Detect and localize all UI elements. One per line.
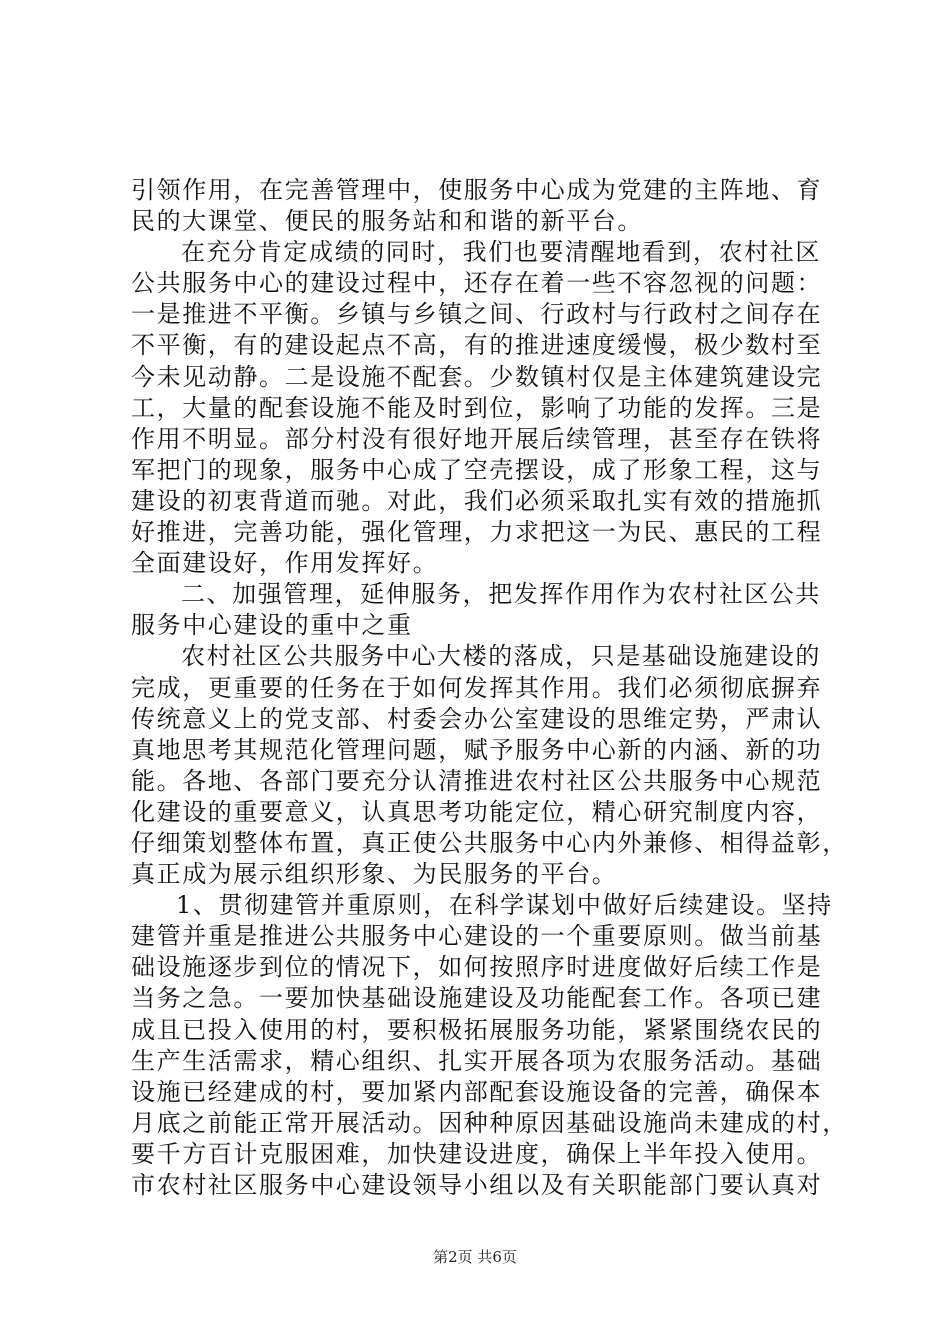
text-line: 仔细策划整体布置，真正使公共服务中心内外兼修、相得益彰，: [131, 828, 848, 857]
document-body: [131, 175, 848, 1201]
text-line: 农村社区公共服务中心大楼的落成，只是基础设施建设的: [181, 642, 821, 671]
text-line: 传统意义上的党支部、村委会办公室建设的思维定势，严肃认: [131, 704, 823, 733]
text-line: 当务之急。一要加快基础设施建设及功能配套工作。各项已建: [131, 984, 823, 1013]
text-line: 完成，更重要的任务在于如何发挥其作用。我们必须彻底摒弃: [131, 673, 823, 702]
text-line: 要千方百计克服困难，加快建设进度，确保上半年投入使用。: [131, 1139, 823, 1168]
text-line: 1、贯彻建管并重原则，在科学谋划中做好后续建设。坚持: [176, 891, 833, 920]
text-line: 民的大课堂、便民的服务站和和谐的新平台。: [131, 207, 643, 236]
section-heading: 服务中心建设的重中之重: [131, 611, 413, 640]
text-line: 能。各地、各部门要充分认清推进农村社区公共服务中心规范: [131, 766, 823, 795]
text-line: 军把门的现象，服务中心成了空壳摆设，成了形象工程，这与: [131, 455, 823, 484]
text-line: 公共服务中心的建设过程中，还存在着一些不容忽视的问题：: [131, 269, 823, 298]
section-heading: 二、加强管理，延伸服务，把发挥作用作为农村社区公共: [181, 580, 821, 609]
text-line: 一是推进不平衡。乡镇与乡镇之间、行政村与行政村之间存在: [131, 300, 823, 329]
page-number-footer: 第2页 共6页: [433, 1248, 517, 1266]
text-line: 生产生活需求，精心组织、扎实开展各项为农服务活动。基础: [131, 1046, 823, 1075]
text-line: 引领作用，在完善管理中，使服务中心成为党建的主阵地、育: [131, 176, 823, 204]
text-line: 建管并重是推进公共服务中心建设的一个重要原则。做当前基: [131, 922, 823, 951]
text-line: 真地思考其规范化管理问题，赋予服务中心新的内涵、新的功: [131, 735, 823, 764]
text-line: 市农村社区服务中心建设领导小组以及有关职能部门要认真对: [131, 1171, 823, 1199]
text-line: 好推进，完善功能，强化管理，力求把这一为民、惠民的工程: [131, 518, 823, 547]
text-line: 在充分肯定成绩的同时，我们也要清醒地看到，农村社区: [181, 238, 821, 267]
text-line: 全面建设好，作用发挥好。: [131, 549, 439, 578]
text-line: 建设的初衷背道而驰。对此，我们必须采取扎实有效的措施抓: [131, 486, 823, 515]
text-line: 成且已投入使用的村，要积极拓展服务功能，紧紧围绕农民的: [131, 1015, 823, 1044]
text-line: 化建设的重要意义，认真思考功能定位，精心研究制度内容，: [131, 797, 823, 826]
text-line: 设施已经建成的村，要加紧内部配套设施设备的完善，确保本: [131, 1077, 823, 1106]
text-line: 不平衡，有的建设起点不高，有的推进速度缓慢，极少数村至: [131, 331, 823, 360]
text-line: 工，大量的配套设施不能及时到位，影响了功能的发挥。三是: [131, 393, 823, 422]
text-line: 作用不明显。部分村没有很好地开展后续管理，甚至存在铁将: [131, 424, 823, 453]
text-line: 今未见动静。二是设施不配套。少数镇村仅是主体建筑建设完: [131, 362, 823, 391]
text-line: 月底之前能正常开展活动。因种种原因基础设施尚未建成的村，: [131, 1108, 848, 1137]
text-line: 真正成为展示组织形象、为民服务的平台。: [131, 860, 618, 889]
text-line: 础设施逐步到位的情况下，如何按照序时进度做好后续工作是: [131, 953, 823, 982]
